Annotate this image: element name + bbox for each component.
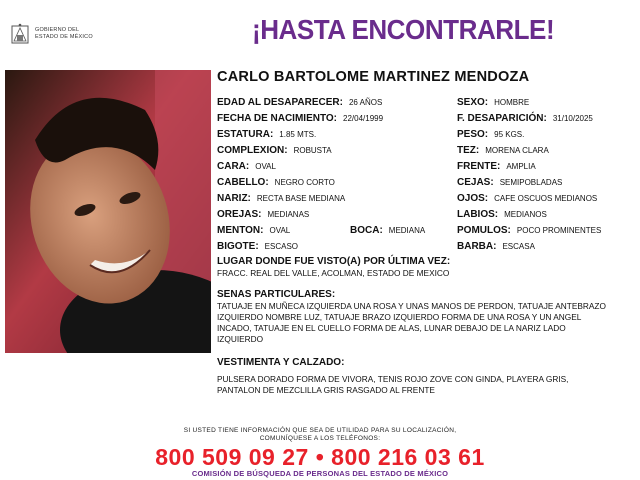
field-orejas: OREJAS: MEDIANAS — [217, 209, 310, 220]
field-menton: MENTON: OVAL — [217, 225, 291, 236]
field-peso: PESO: 95 KGS. — [457, 129, 525, 140]
phone-numbers: 800 509 09 27 • 800 216 03 61 — [155, 444, 485, 470]
lugar-text: FRACC. REAL DEL VALLE, ACOLMAN, ESTADO DE MEXICO — [217, 268, 450, 278]
field-labios: LABIOS: MEDIANOS — [457, 209, 547, 220]
field-estatura: ESTATURA: 1.85 MTS. — [217, 129, 317, 140]
field-nariz: NARIZ: RECTA BASE MEDIANA — [217, 193, 346, 204]
field-cejas: CEJAS: SEMIPOBLADAS — [457, 177, 563, 188]
field-complexion: COMPLEXION: ROBUSTA — [217, 145, 332, 156]
vestimenta-text: PULSERA DORADO FORMA DE VIVORA, TENIS ROJO ZOVE CON GINDA, PLAYERA GRIS, PANTALON DE MEZCLILLA GRIS RASGADO AL FRENTE — [217, 374, 569, 395]
field-cabello: CABELLO: NEGRO CORTO — [217, 177, 335, 188]
field-cara: CARA: OVAL — [217, 161, 276, 172]
field-edad: EDAD AL DESAPARECER: 26 AÑOS — [217, 97, 383, 108]
person-name: CARLO BARTOLOME MARTINEZ MENDOZA — [217, 68, 530, 85]
logo-line-1: GOBIERNO DEL — [35, 27, 80, 33]
person-photo — [5, 70, 211, 353]
field-fecha-desaparicion: F. DESAPARICIÓN: 31/10/2025 — [457, 113, 593, 124]
commission-name: COMISIÓN DE BÚSQUEDA DE PERSONAS DEL ESTADO DE MÉXICO — [191, 469, 449, 478]
headline: ¡HASTA ENCONTRARLE! — [252, 14, 555, 45]
logo-line-2: ESTADO DE MÉXICO — [35, 34, 93, 40]
government-logo — [10, 22, 120, 46]
field-frente: FRENTE: AMPLIA — [457, 161, 536, 172]
senas-title: SENAS PARTICULARES: — [217, 289, 336, 300]
coat-of-arms-icon — [10, 23, 30, 45]
field-tez: TEZ: MORENA CLARA — [457, 145, 549, 156]
field-barba: BARBA: ESCASA — [457, 241, 535, 252]
field-pomulos: POMULOS: POCO PROMINENTES — [457, 225, 602, 236]
portrait-illustration — [5, 70, 211, 353]
contact-notice-line-2: COMUNÍQUESE A LOS TELÉFONOS: — [259, 435, 381, 442]
field-boca: BOCA: MEDIANA — [350, 225, 426, 236]
vestimenta-title: VESTIMENTA Y CALZADO: — [217, 357, 345, 368]
field-fecha-nacimiento: FECHA DE NACIMIENTO: 22/04/1999 — [217, 113, 384, 124]
field-ojos: OJOS: CAFE OSCUOS MEDIANOS — [457, 193, 598, 204]
field-bigote: BIGOTE: ESCASO — [217, 241, 299, 252]
field-sexo: SEXO: HOMBRE — [457, 97, 530, 108]
senas-text: TATUAJE EN MUÑECA IZQUIERDA UNA ROSA Y UNAS MANOS DE PERDON, TATUAJE ANTEBRAZO IZQUIERDO NOMBRE LUZ, TATUAJE BRAZO IZQUIERDO FORMA DE UNA ROSA Y UN ANGEL INCADO, TATUAJE EN EL CUELLO FORMA DE ALAS, LUNAR DEBAJO DE LA NARIZ LADO IZQUIERDO — [217, 301, 606, 344]
lugar-title: LUGAR DONDE FUE VISTO(A) POR ÚLTIMA VEZ: — [217, 256, 451, 267]
contact-notice-line-1: SI USTED TIENE INFORMACIÓN QUE SEA DE UTILIDAD PARA SU LOCALIZACIÓN, — [183, 427, 457, 434]
